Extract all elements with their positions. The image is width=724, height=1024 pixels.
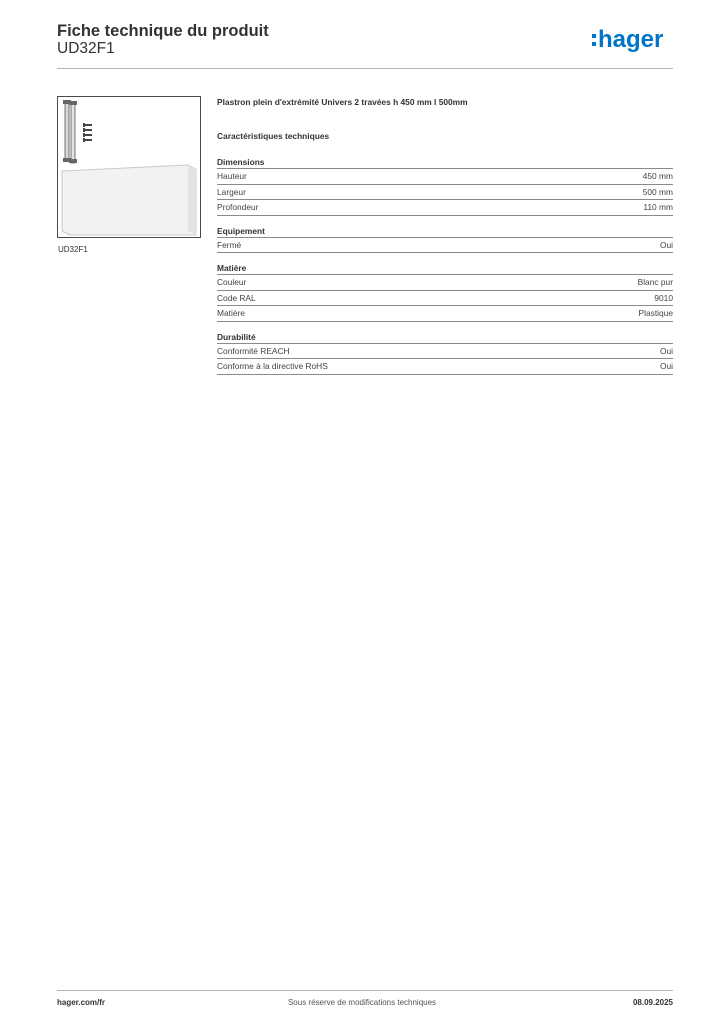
spec-value: Plastique [638, 308, 673, 319]
spec-row [217, 237, 673, 254]
group-title: Dimensions [217, 157, 265, 167]
group-title: Matière [217, 263, 247, 273]
spec-label: Conformité REACH [217, 345, 290, 356]
footer-divider [57, 990, 673, 991]
footer-disclaimer: Sous réserve de modifications techniques [287, 998, 437, 1007]
spec-row [217, 358, 673, 375]
page-title: Fiche technique du produit [57, 22, 269, 40]
brand-name: hager [598, 26, 664, 53]
spec-row [217, 168, 673, 184]
spec-value: 9010 [654, 292, 673, 303]
footer-date: 08.09.2025 [632, 998, 673, 1007]
spec-label: Largeur [217, 186, 246, 197]
spec-value: 500 mm [642, 186, 673, 197]
spec-value: Oui [659, 361, 673, 372]
spec-label: Conforme à la directive RoHS [217, 361, 328, 372]
spec-heading: Caractéristiques techniques [217, 131, 330, 141]
product-illustration [58, 97, 200, 237]
spec-table [217, 156, 673, 375]
product-image [57, 96, 201, 238]
image-caption: UD32F1 [58, 245, 88, 254]
spec-group-equipement [217, 225, 673, 254]
group-title: Equipement [217, 225, 265, 236]
spec-value: Blanc pur [637, 277, 673, 288]
spec-value: Oui [659, 345, 673, 356]
spec-label: Matière [217, 308, 245, 319]
hager-logo [590, 24, 680, 58]
spec-row [217, 184, 673, 200]
spec-row [217, 274, 673, 290]
header-divider [57, 68, 673, 69]
product-name: Plastron plein d'extrémité Univers 2 travées h 450 mm l 500mm [217, 97, 468, 107]
spec-label: Hauteur [217, 171, 247, 182]
product-reference: UD32F1 [57, 40, 115, 57]
footer-website-link[interactable]: hager.com/fr [57, 998, 106, 1007]
group-title: Durabilité [217, 331, 256, 342]
spec-group-durabilite [217, 331, 673, 375]
spec-value: 450 mm [642, 171, 673, 182]
spec-label: Couleur [217, 277, 247, 288]
spec-group-dimensions [217, 156, 673, 216]
spec-row [217, 290, 673, 306]
spec-value: 110 mm [643, 202, 673, 213]
spec-value: Oui [659, 239, 673, 250]
spec-label: Code RAL [217, 292, 256, 303]
spec-row [217, 305, 673, 322]
spec-label: Profondeur [217, 202, 259, 213]
spec-group-matiere [217, 262, 673, 322]
spec-row [217, 343, 673, 359]
spec-row [217, 199, 673, 216]
spec-label: Fermé [217, 239, 242, 250]
